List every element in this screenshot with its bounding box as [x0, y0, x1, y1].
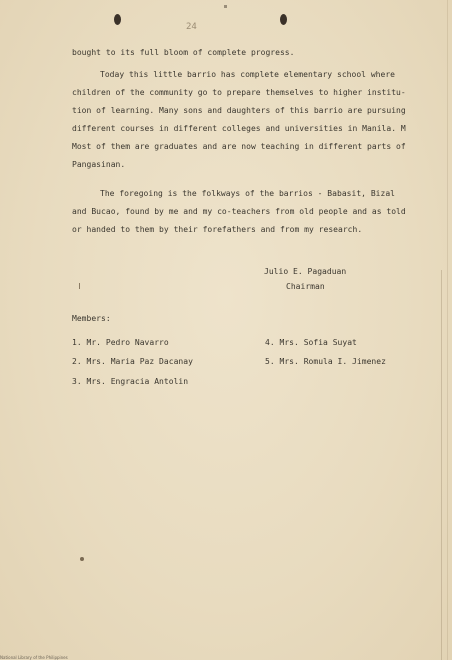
member-item: 5. Mrs. Romula I. Jimenez — [265, 357, 386, 366]
members-label: Members: — [72, 314, 111, 323]
signatory-title: Chairman — [286, 282, 325, 291]
paper-fold — [441, 270, 442, 660]
body-line: bought to its full bloom of complete progress. — [72, 48, 295, 57]
member-item: 4. Mrs. Sofia Suyat — [265, 338, 357, 347]
body-line: tion of learning. Many sons and daughters of this barrio are pursuing — [72, 106, 406, 115]
signatory-name: Julio E. Pagaduan — [264, 267, 347, 276]
punch-hole-left — [114, 14, 121, 25]
member-item: 1. Mr. Pedro Navarro — [72, 338, 169, 347]
member-item: 2. Mrs. Maria Paz Dacanay — [72, 357, 193, 366]
paper-edge — [447, 0, 448, 660]
library-stamp: National Library of the Philippines — [0, 655, 68, 660]
body-line: children of the community go to prepare themselves to higher institu- — [72, 88, 406, 97]
body-line: Today this little barrio has complete elementary school where — [100, 70, 396, 79]
scan-mark — [224, 5, 227, 8]
body-line: The foregoing is the folkways of the barrios - Babasit, Bizal — [100, 189, 396, 198]
body-line: Most of them are graduates and are now teaching in different parts of — [72, 142, 406, 151]
ink-mark — [79, 283, 80, 289]
member-item: 3. Mrs. Engracia Antolin — [72, 377, 189, 386]
ink-speck — [80, 557, 84, 561]
body-line: different courses in different colleges and universities in Manila. M — [72, 124, 406, 133]
punch-hole-right — [280, 14, 287, 25]
body-line: and Bucao, found by me and my co-teachers from old people and as told — [72, 207, 406, 216]
body-line: or handed to them by their forefathers and from my research. — [72, 225, 363, 234]
body-line: Pangasinan. — [72, 160, 126, 169]
page-number: 24 — [186, 22, 197, 32]
